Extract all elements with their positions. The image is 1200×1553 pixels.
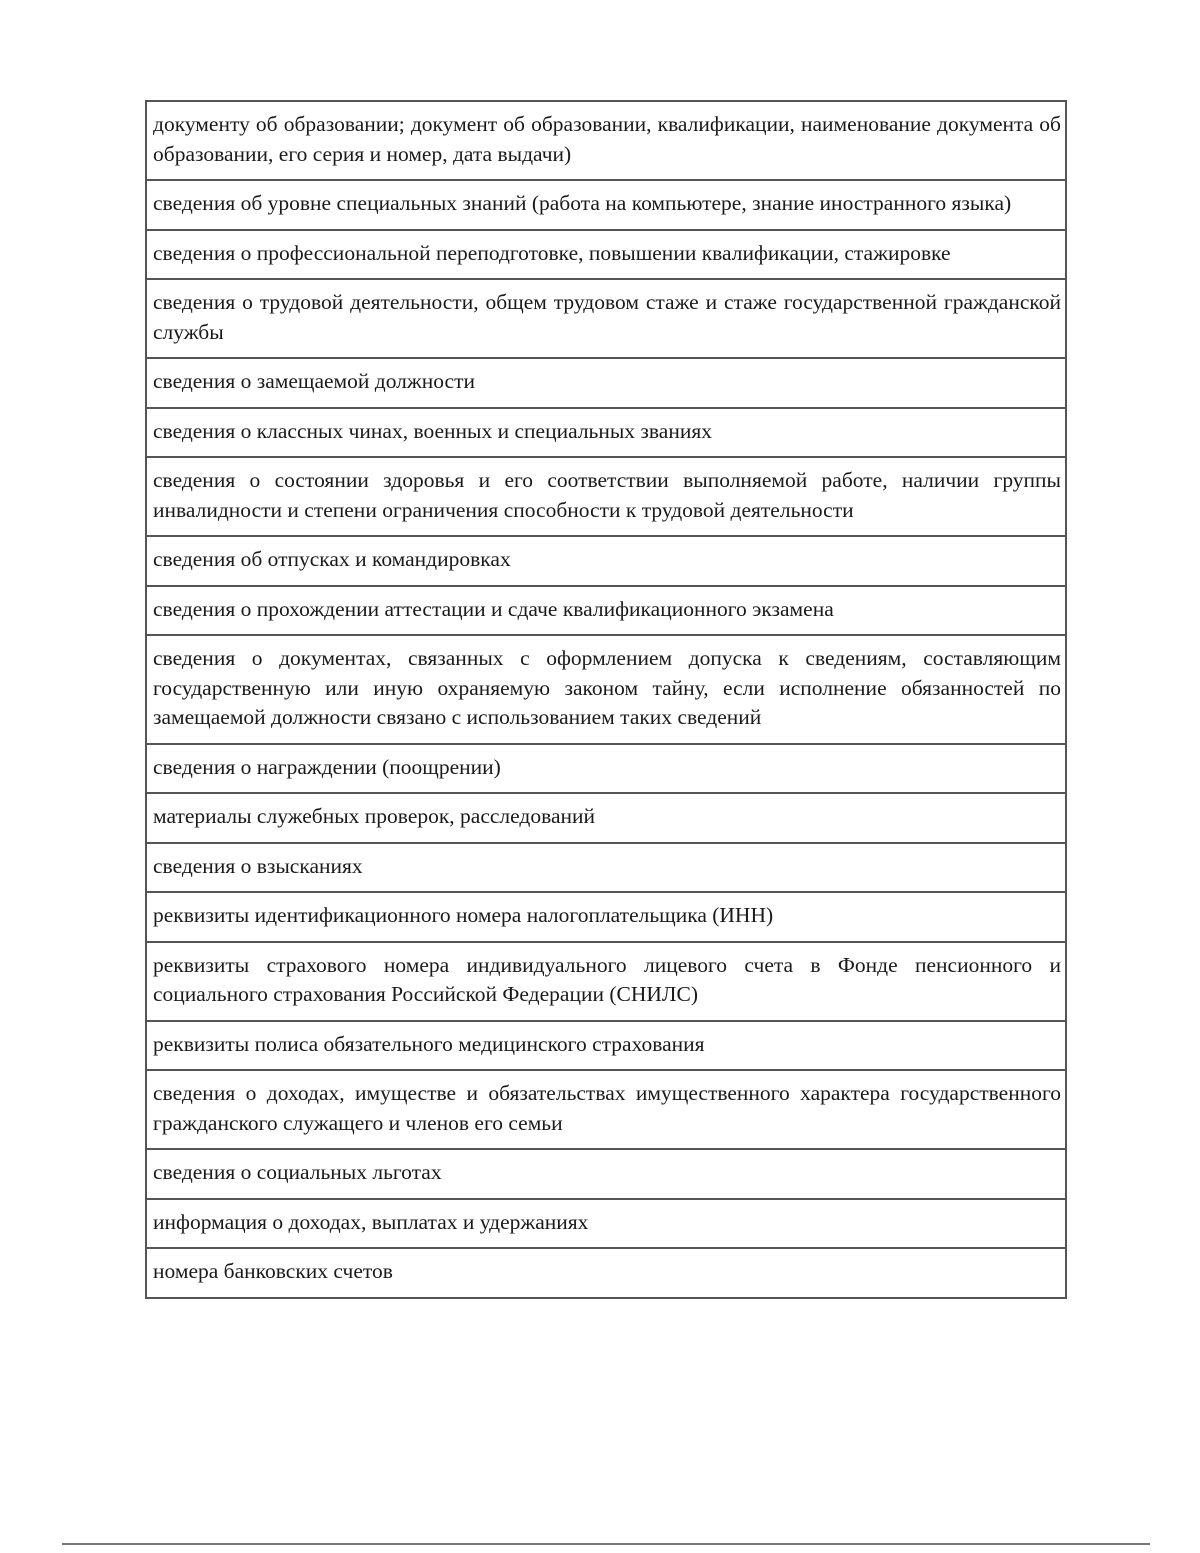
table-row xyxy=(146,793,1066,843)
table-cell: реквизиты страхового номера индивидуального лицевого счета в Фонде пенсионного и социального страхования Российской Федерации (СНИЛС) xyxy=(153,952,1061,1006)
table-row xyxy=(146,279,1066,358)
table-cell: реквизиты идентификационного номера налогоплательщика (ИНН) xyxy=(153,903,774,927)
table-cell: сведения о социальных льготах xyxy=(153,1160,442,1184)
table-cell: сведения об отпусках и командировках xyxy=(153,547,511,571)
table-row xyxy=(146,358,1066,408)
table-row xyxy=(146,180,1066,230)
table-row xyxy=(146,1021,1066,1071)
table-row xyxy=(146,1199,1066,1249)
table-cell: сведения о взысканиях xyxy=(153,853,363,878)
table-row xyxy=(146,408,1066,458)
table-cell: информация о доходах, выплатах и удержаниях xyxy=(153,1209,589,1234)
table-row xyxy=(146,230,1066,280)
table-row xyxy=(146,101,1066,180)
table-cell: сведения о состоянии здоровья и его соответствии выполняемой работе, наличии группы инвалидности и степени ограничения способности к трудовой деятельности xyxy=(153,468,1061,522)
table-row xyxy=(146,942,1066,1021)
table-row xyxy=(146,586,1066,636)
table-cell: сведения о награждении (поощрении) xyxy=(153,754,501,779)
table-cell: сведения о доходах, имуществе и обязательствах имущественного характера государственного гражданского служащего и членов его семьи xyxy=(153,1081,1061,1135)
table-row xyxy=(146,1070,1066,1149)
table-row xyxy=(146,635,1066,744)
table-row xyxy=(146,892,1066,942)
table-cell: сведения о прохождении аттестации и сдаче квалификационного экзамена xyxy=(153,596,834,621)
table-cell: сведения о классных чинах, военных и специальных званиях xyxy=(153,418,712,443)
table-cell: реквизиты полиса обязательного медицинского страхования xyxy=(153,1031,705,1056)
page-bottom-rule xyxy=(62,1543,1150,1545)
table-row xyxy=(146,536,1066,586)
table-row xyxy=(146,843,1066,893)
table-body xyxy=(146,101,1066,1298)
personal-data-table xyxy=(145,100,1067,1299)
table-cell: материалы служебных проверок, расследований xyxy=(153,804,596,828)
table-row xyxy=(146,457,1066,536)
table-cell: сведения об уровне специальных знаний (работа на компьютере, знание иностранного языка) xyxy=(153,191,1012,215)
table-cell: сведения о замещаемой должности xyxy=(153,369,475,393)
table-row xyxy=(146,1149,1066,1199)
table-cell: сведения о профессиональной переподготовке, повышении квалификации, стажировке xyxy=(153,240,951,265)
table-row xyxy=(146,1248,1066,1298)
table-cell: сведения о документах, связанных с оформлением допуска к сведениям, составляющим государственную или иную охраняемую законом тайну, если исполнение обязанностей по замещаемой должности связано с использованием таких сведений xyxy=(153,646,1061,729)
table-cell: сведения о трудовой деятельности, общем трудовом стаже и стаже государственной гражданской службы xyxy=(153,290,1061,344)
table-cell: документу об образовании; документ об образовании, квалификации, наименование документа об образовании, его серия и номер, дата выдачи) xyxy=(153,112,1061,166)
table-cell: номера банковских счетов xyxy=(153,1259,393,1283)
table-row xyxy=(146,744,1066,794)
